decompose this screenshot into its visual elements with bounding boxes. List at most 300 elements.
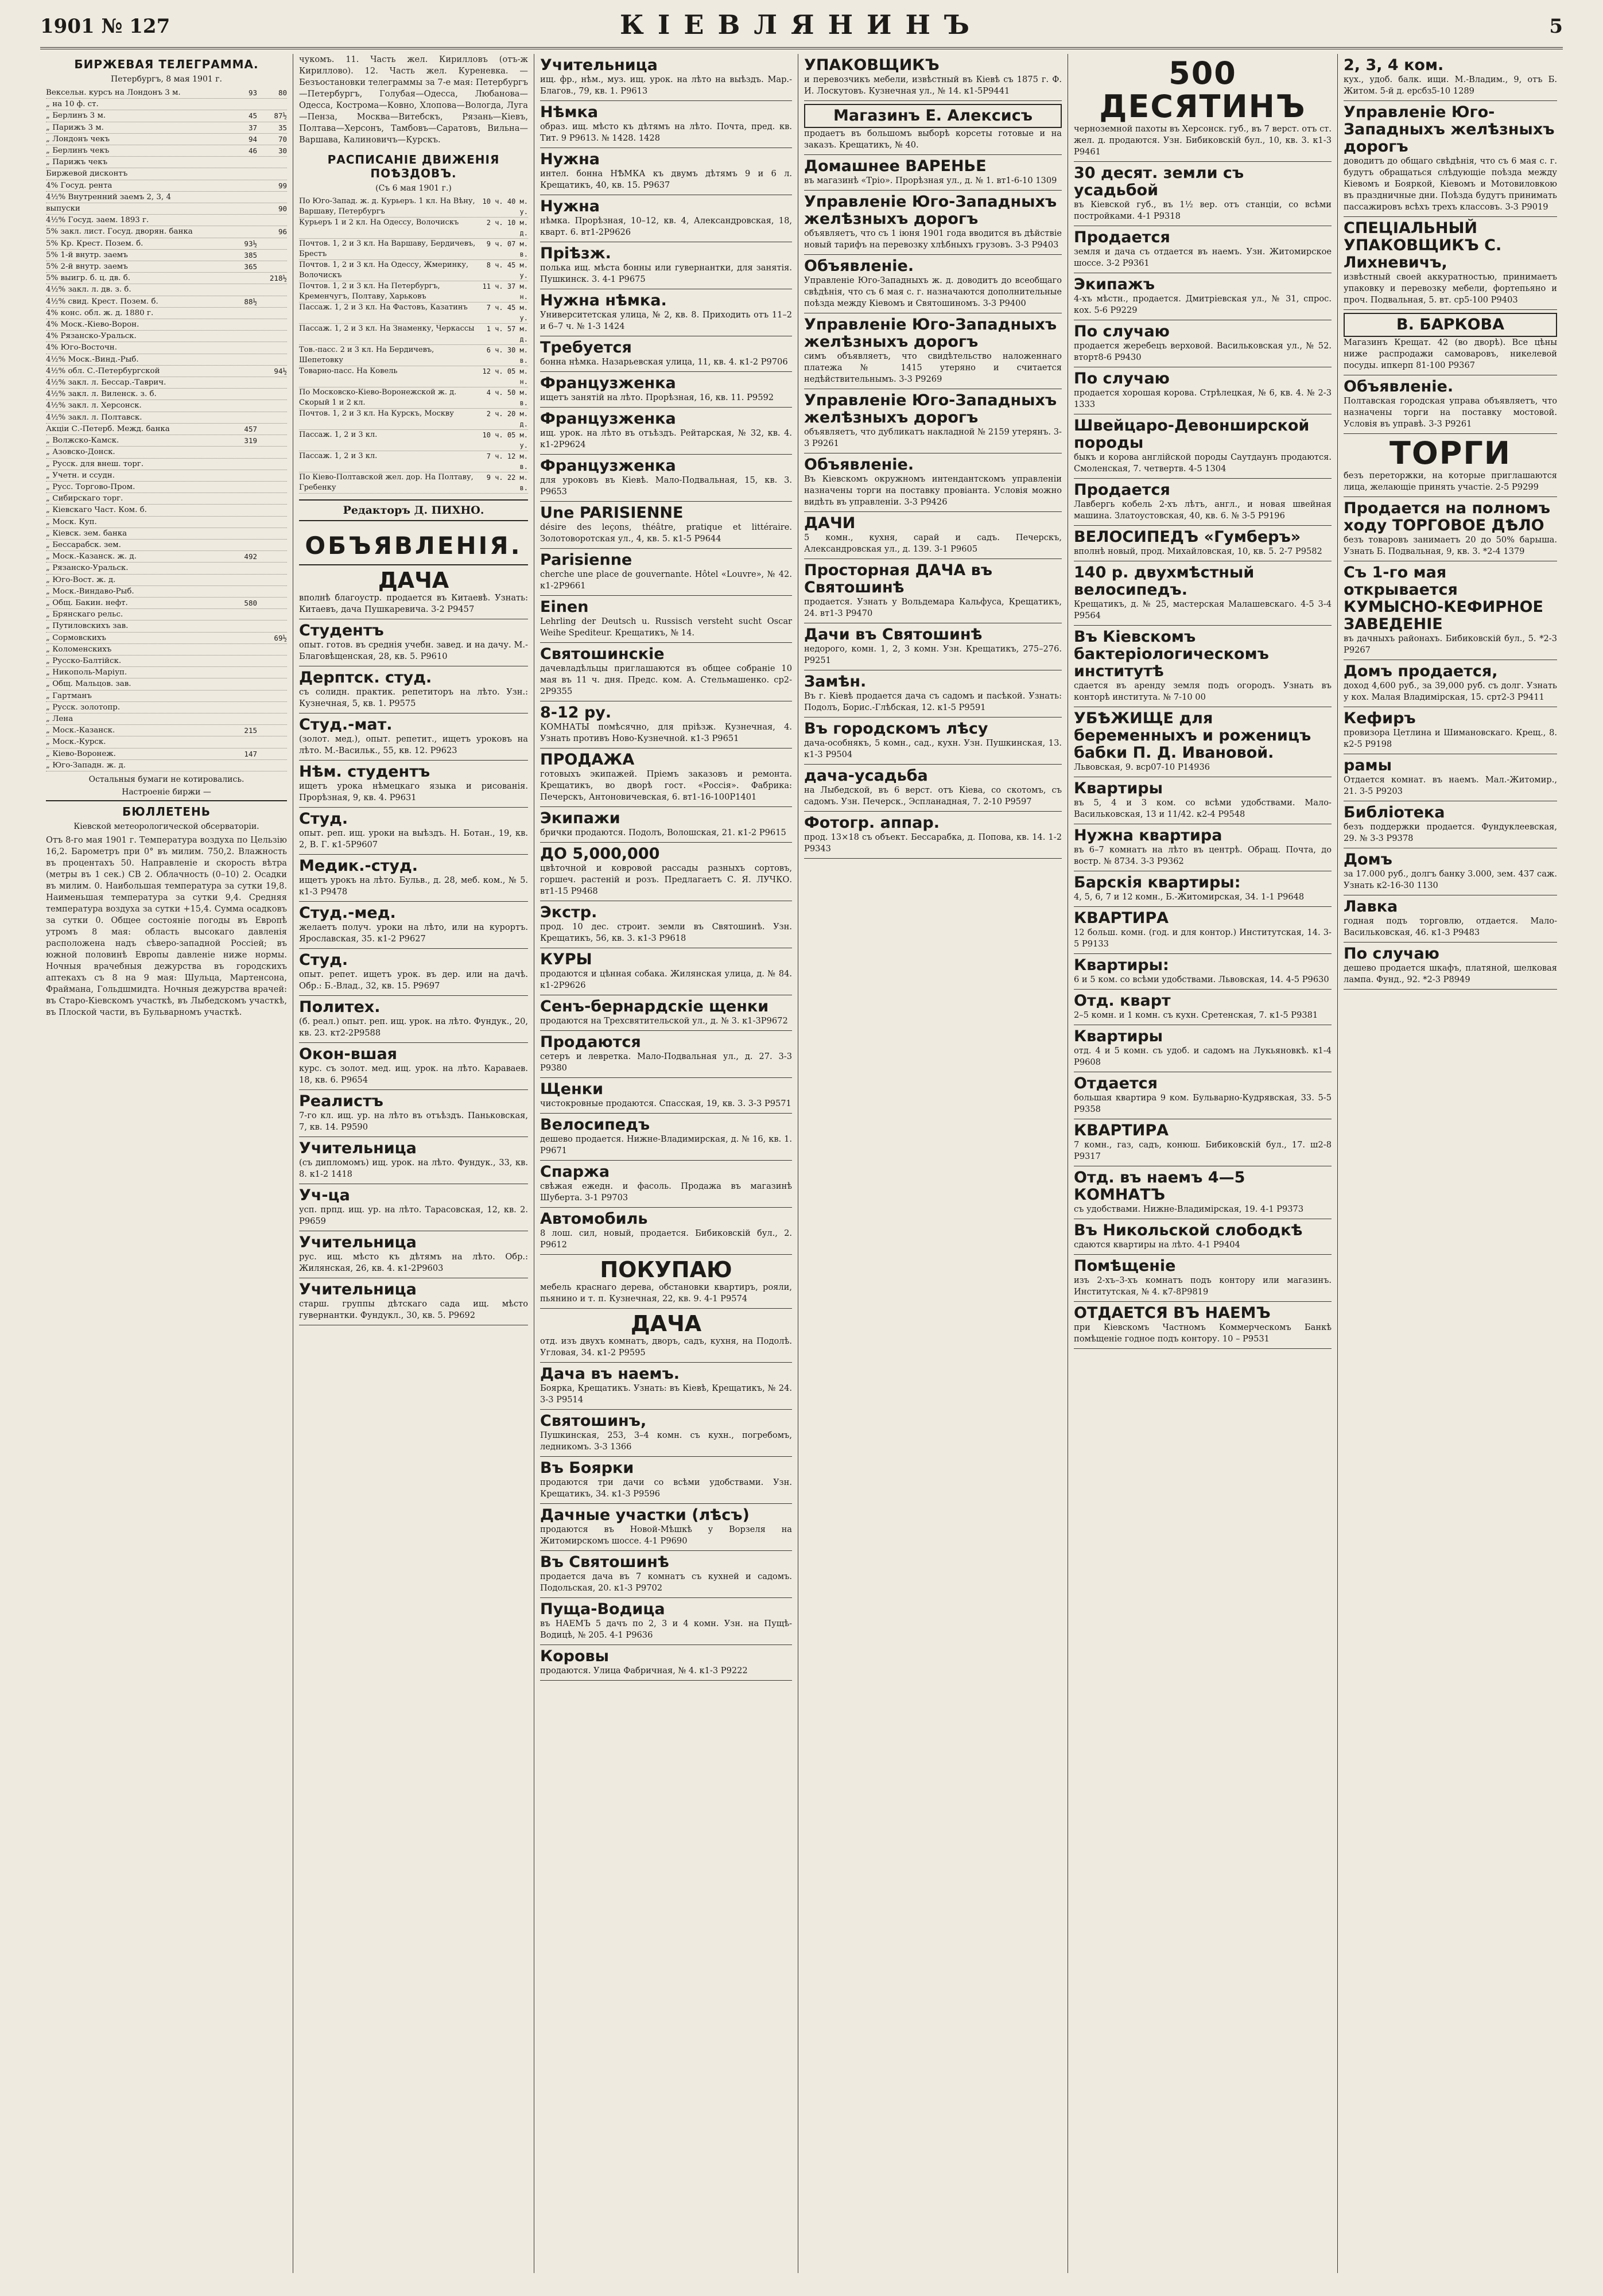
ad-headline: Коровы: [540, 1647, 609, 1665]
exchange-value: [217, 459, 257, 470]
ad-text: вполнѣ новый, прод. Михайловская, 10, кв. 5. 2-7 Р9582: [1074, 546, 1322, 556]
train-row: [299, 472, 528, 494]
exchange-value: [217, 656, 257, 666]
ad-text: въ дачныхъ районахъ. Бибиковскій бул., 5. *2-3 Р9267: [1344, 634, 1557, 655]
exchange-row: [46, 168, 287, 180]
exchange-value-2: [257, 691, 287, 701]
ad-text: 7 комн., газ, садъ, конюш. Бибиковскій бул., 17. ш2-8 Р9317: [1074, 1140, 1332, 1161]
exchange-row: [46, 238, 287, 250]
train-row: [299, 324, 528, 345]
exchange-value-2: [257, 459, 287, 470]
ad-text: недорого, комн. 1, 2, 3 комн. Узн. Крещатикъ, 275–276. Р9251: [804, 644, 1062, 665]
advertisement: [1074, 707, 1332, 777]
ad-headline: ВЕЛОСИПЕДЪ «Гумберъ»: [1074, 528, 1301, 546]
ad-text: Пушкинская, 253, 3–4 комн. съ кухн., погребомъ, ледникомъ. 3-3 1366: [540, 1430, 792, 1452]
ad-text: бонна нѣмка. Назарьевская улица, 11, кв. 4. к1-2 Р9706: [540, 357, 788, 367]
train-route: Тов.-пасс. 2 и 3 кл. На Бердичевъ, Шепетовку: [299, 346, 434, 364]
advertisement: [540, 701, 792, 748]
ad-text: прод. 10 дес. строит. земли въ Святошинѣ. Узн. Крещатикъ, 56, кв. 3. к1-3 Р9618: [540, 922, 792, 943]
exchange-value-2: [257, 551, 287, 562]
advertisement: [804, 155, 1062, 191]
train-route: По Кіево-Полтавской жел. дор. На Полтаву, Гребенку: [299, 473, 473, 492]
ad-text: большая квартира 9 ком. Бульварно-Кудрявская, 33. 5-5 Р9358: [1074, 1093, 1332, 1114]
exchange-value: [217, 400, 257, 411]
ad-text: cherche une place de gouvernante. Hôtel «Louvre», № 42. к1-2Р9661: [540, 569, 792, 591]
exchange-value-2: [257, 400, 287, 411]
exchange-value: [217, 609, 257, 620]
advertisement: [540, 1363, 792, 1410]
train-row: [299, 430, 528, 451]
ad-headline: Нужна нѣмка.: [540, 292, 667, 309]
exchange-security: „ Учетн. и ссудн.: [46, 471, 115, 480]
exchange-value-2: 90: [278, 204, 287, 214]
exchange-row: [46, 760, 287, 771]
column-ads-3: [534, 54, 798, 2273]
ad-headline: Требуется: [540, 339, 632, 356]
advertisement: [299, 1278, 528, 1325]
ad-text: сетеръ и левретка. Мало-Подвальная ул., д. 27. 3-3 Р9380: [540, 1052, 792, 1073]
ad-text: Крещатикъ, д. № 25, мастерская Малашевскаго. 4-5 3-4 Р9564: [1074, 599, 1332, 620]
exchange-security: Акціи С.-Петерб. Межд. банка: [46, 424, 170, 433]
ad-text: провизора Цетлина и Шимановскаго. Крещ., 8. к2-5 Р9198: [1344, 728, 1557, 749]
ad-headline: Дачи въ Святошинѣ: [804, 626, 983, 643]
ad-text: désire des leçons, théâtre, pratique et littéraire. Золотоворотская ул., 4, кв. 5. к1-5 Р9644: [540, 522, 792, 544]
ad-headline: Велосипедъ: [540, 1116, 650, 1134]
advertisement: [540, 1031, 792, 1078]
exchange-row: [46, 412, 287, 424]
train-route: Курьеръ 1 и 2 кл. На Одессу, Волочискъ: [299, 218, 459, 227]
exchange-value-2: 30: [278, 146, 287, 156]
exchange-security: „ Лондонъ чекъ: [46, 134, 110, 144]
train-row: [299, 281, 528, 302]
exchange-value: [217, 366, 257, 377]
exchange-value: [217, 157, 257, 168]
exchange-value-2: 70: [278, 134, 287, 144]
exchange-value: [217, 691, 257, 701]
ad-text: отд. 4 и 5 комн. съ удоб. и садомъ на Лукьяновкѣ. к1-4 Р9608: [1074, 1046, 1332, 1067]
ad-text: въ Кіевской губ., въ 1½ вер. отъ станціи, со всѣми постройками. 4-1 Р9318: [1074, 200, 1332, 221]
exchange-value: [217, 226, 257, 237]
advertisement: [1344, 660, 1557, 707]
exchange-security: „ Общ. Бакин. нефт.: [46, 598, 128, 607]
ad-text: ищетъ урокъ на лѣто. Бульв., д. 28, меб. ком., № 5. к1-3 Р9478: [299, 875, 528, 897]
exchange-row: [46, 331, 287, 342]
ad-headline: дача-усадьба: [804, 767, 928, 785]
exchange-row: [46, 87, 287, 99]
exchange-row: [46, 470, 287, 482]
ad-text: вполнѣ благоустр. продается въ Китаевѣ. Узнать: Китаевъ, дача Пушкаревича. 3-2 Р9457: [299, 593, 528, 614]
exchange-value: [217, 517, 257, 528]
exchange-value: 580: [244, 598, 257, 607]
advertisement: [804, 101, 1062, 155]
advertisement: [1344, 101, 1557, 217]
advertisement: [540, 748, 792, 807]
exchange-value: [217, 563, 257, 573]
train-row: [299, 239, 528, 260]
exchange-security: 4½% свид. Крест. Позем. б.: [46, 297, 158, 306]
exchange-value-2: [257, 736, 287, 747]
ads-list-col3: [540, 54, 792, 1681]
ad-text: продаются. Улица Фабричная, № 4. к1-3 Р9222: [540, 1666, 748, 1676]
ad-headline: 500 ДЕСЯТИНЪ: [1099, 55, 1306, 125]
exchange-value: 37: [248, 123, 257, 132]
ad-text: въ 6–7 комнатъ на лѣто въ центрѣ. Обращ. Почта, до востр. № 8734. 3-3 Р9362: [1074, 845, 1332, 866]
advertisement: [540, 901, 792, 948]
exchange-heading: БИРЖЕВАЯ ТЕЛЕГРАММА.: [74, 57, 259, 71]
train-row: [299, 409, 528, 430]
ad-headline: Учительница: [299, 1139, 417, 1157]
ad-headline: Студентъ: [299, 622, 384, 639]
ad-headline: Нужна: [540, 197, 600, 215]
exchange-security: 4½% закл. л. Полтавск.: [46, 413, 142, 422]
ads-heading: ОБЪЯВЛЕНІЯ.: [299, 527, 528, 565]
ad-headline: Экипажъ: [1074, 276, 1155, 293]
advertisement: [1074, 1119, 1332, 1166]
ad-text: брички продаются. Подолъ, Волошская, 21. к1-2 Р9615: [540, 828, 786, 837]
exchange-value: 94: [248, 134, 257, 144]
exchange-value-2: [257, 319, 287, 330]
advertisement: [540, 1161, 792, 1208]
train-time: 4 ч. 50 м. в.: [486, 389, 528, 407]
exchange-value: [217, 412, 257, 423]
advertisement: [299, 949, 528, 996]
exchange-value: [217, 99, 257, 110]
advertisement: [804, 559, 1062, 623]
ad-text: безъ товаровъ занимаетъ 20 до 50% барыша. Узнать Б. Подвальная, 9, кв. 3. *2-4 1379: [1344, 535, 1557, 556]
ad-headline: Въ городскомъ лѣсу: [804, 720, 988, 738]
advertisement: [1074, 479, 1332, 526]
exchange-row: [46, 748, 287, 760]
exchange-security: „ Сормовскихъ: [46, 633, 106, 642]
advertisement: [540, 1208, 792, 1255]
advertisement: [1074, 1025, 1332, 1072]
ad-headline: 30 десят. земли съ усадьбой: [1074, 164, 1244, 199]
ad-headline: Автомобиль: [540, 1210, 648, 1228]
ad-text: Lehrling der Deutsch u. Russisch versteht sucht Oscar Weihe Spediteur. Крещатикъ, № 14.: [540, 616, 792, 638]
ad-text: продается хорошая корова. Стрѣлецкая, № 6, кв. 4. № 2-3 1333: [1074, 388, 1332, 409]
exchange-security: 4% Госуд. рента: [46, 181, 112, 190]
ad-headline: Управленіе Юго-Западныхъ желѣзныхъ дорогъ: [804, 316, 1057, 351]
ad-headline: Въ Святошинѣ: [540, 1553, 669, 1571]
exchange-value: 46: [248, 146, 257, 156]
ad-text: интел. бонна НѢМКА къ двумъ дѣтямъ 9 и 6 л. Крещатикъ, 40, кв. 15. Р9637: [540, 169, 792, 190]
ad-text: 2–5 комн. и 1 комн. съ кухн. Сретенская, 7. к1-5 Р9381: [1074, 1010, 1318, 1020]
exchange-security: Вексельн. курсъ на Лондонъ 3 м.: [46, 88, 181, 97]
exchange-value: [217, 620, 257, 631]
exchange-security: „ Русск. золотопр.: [46, 703, 121, 712]
telegram-notes: чукомъ. 11. Часть жел. Кирилловъ (отъ-ж Кириллово). 12. Часть жел. Куреневка. — Безъостановки телеграммы за 7-е мая: Петербургъ—Петербургъ, Голубая—Одесса, Любанова—Одесса, Кострома—Ковно, Хлопова—Вологда, Луга—Пенза, Москва—Витебскъ, Рязань—Кіевъ, Полтава—Херсонъ, Тамбовъ—Саратовъ, Вильна—Варшава, Калиновичъ—Курскъ.: [299, 55, 528, 145]
train-time: 12 ч. 05 м. н.: [482, 367, 528, 386]
exchange-row: [46, 482, 287, 493]
ad-headline: Съ 1-го мая открывается КУМЫСНО-КЕФИРНОЕ ЗАВЕДЕНІЕ: [1344, 564, 1543, 633]
exchange-value-2: 80: [278, 88, 287, 97]
exchange-value-2: [257, 157, 287, 168]
exchange-row: [46, 389, 287, 400]
advertisement: [1074, 367, 1332, 414]
exchange-value-2: [257, 586, 287, 597]
advertisement: [540, 502, 792, 549]
exchange-value-2: [257, 377, 287, 388]
ad-text: дешево продается. Нижне-Владимирская, д. № 16, кв. 1. Р9671: [540, 1134, 792, 1155]
exchange-value-2: [257, 725, 287, 736]
exchange-row: [46, 633, 287, 644]
ad-text: продаются въ Новой-Мѣшкѣ у Ворзеля на Житомирскомъ шоссе. 4-1 Р9690: [540, 1525, 792, 1546]
exchange-row: [46, 261, 287, 273]
ad-text: мебель краснаго дерева, обстановки квартиръ, рояли, пьянино и т. п. Кузнечная, 22, кв. 9. 4-1 Р9574: [540, 1282, 792, 1304]
ad-headline: Студ.-мат.: [299, 716, 393, 734]
exchange-value: [217, 331, 257, 342]
advertisement: [540, 54, 792, 101]
exchange-row: [46, 192, 287, 203]
exchange-value: [217, 540, 257, 550]
train-time: 1 ч. 57 м. д.: [486, 325, 528, 343]
exchange-row: [46, 691, 287, 702]
exchange-security: „ Коломенскихъ: [46, 645, 112, 654]
ad-text: образ. ищ. мѣсто къ дѣтямъ на лѣто. Почта, пред. кв. Тит. 9 Р9613. № 1428. 1428: [540, 122, 792, 143]
exchange-value-2: [257, 667, 287, 678]
ad-text: ищ. урок. на лѣто въ отъѣздъ. Рейтарская, № 32, кв. 4. к1-2Р9624: [540, 428, 792, 449]
ad-text: Въ г. Кіевѣ продается дача съ садомъ и пасѣкой. Узнать: Подолъ, Борис.-Глѣбская, 12. к1-5 Р9591: [804, 691, 1062, 712]
exchange-value: [217, 644, 257, 655]
ad-headline: Щенки: [540, 1080, 604, 1098]
advertisement: [1074, 414, 1332, 479]
ad-headline: Реалистъ: [299, 1092, 383, 1110]
advertisement: [540, 289, 792, 336]
advertisement: [1074, 526, 1332, 561]
advertisement: [540, 1504, 792, 1551]
exchange-value: [217, 493, 257, 504]
ad-headline: Пуща-Водица: [540, 1600, 665, 1618]
ad-headline: Просторная ДАЧА въ Святошинѣ: [804, 561, 993, 596]
issue-number: 1901 № 127: [40, 15, 170, 38]
columns: [40, 54, 1563, 2273]
train-row: [299, 451, 528, 472]
exchange-value: [217, 203, 257, 214]
train-route: По Московско-Кіево-Воронежской ж. д. Скорый 1 и 2 кл.: [299, 388, 457, 407]
ad-text: ищетъ занятій на лѣто. Прорѣзная, 16, кв. 11. Р9592: [540, 393, 774, 402]
exchange-row: [46, 354, 287, 366]
ad-text: прод. 13×18 съ объект. Бессарабка, д. Попова, кв. 14. 1-2 Р9343: [804, 832, 1062, 854]
exchange-value-2: [257, 482, 287, 492]
ad-headline: Домъ: [1344, 851, 1392, 868]
exchange-row: [46, 157, 287, 168]
advertisement: [804, 670, 1062, 718]
exchange-value: [217, 192, 257, 203]
exchange-value: 492: [244, 552, 257, 561]
ad-headline: Квартиры: [1074, 1027, 1163, 1045]
exchange-value: [217, 168, 257, 179]
ad-headline: Управленіе Юго-Западныхъ желѣзныхъ дорогъ: [804, 391, 1057, 426]
advertisement: [299, 619, 528, 666]
exchange-security: 5% Кр. Крест. Позем. б.: [46, 239, 143, 248]
ad-headline: ТОРГИ: [1389, 435, 1511, 471]
exchange-row: [46, 447, 287, 458]
advertisement: [299, 713, 528, 761]
advertisement: [299, 855, 528, 902]
exchange-row: [46, 145, 287, 157]
column-ads-4: [798, 54, 1068, 2273]
exchange-value-2: [257, 702, 287, 713]
advertisement: [540, 643, 792, 701]
train-route: Пассаж. 1, 2 и 3 кл. На Знаменку, Черкассы: [299, 324, 475, 333]
exchange-security: „ Русск. для внеш. торг.: [46, 459, 144, 468]
ad-text: безъ поддержки продается. Фундуклеевская, 29. № 3-3 Р9378: [1344, 822, 1557, 843]
exchange-value: [217, 308, 257, 319]
advertisement: [1074, 777, 1332, 824]
ad-text: Боярка, Крещатикъ. Узнать: въ Кіевѣ, Крещатикъ, № 24. 3-3 Р9514: [540, 1383, 792, 1405]
ad-headline: Святошинъ,: [540, 1412, 647, 1430]
advertisement: [540, 195, 792, 242]
exchange-value: [217, 470, 257, 481]
train-route: Почтов. 1, 2 и 3 кл. На Петербургъ, Кременчугъ, Полтаву, Харьковъ: [299, 282, 440, 301]
advertisement: [299, 1184, 528, 1231]
ad-headline: ПОКУПАЮ: [600, 1257, 732, 1282]
exchange-row: [46, 215, 287, 226]
ad-text: для уроковъ въ Кіевѣ. Мало-Подвальная, 15, кв. 3. Р9653: [540, 475, 792, 497]
exchange-security: „ Кіево-Воронеж.: [46, 749, 116, 758]
advertisement: [299, 761, 528, 808]
advertisement: [540, 101, 792, 148]
exchange-security: 4½% закл. л. Виленск. з. б.: [46, 390, 157, 399]
advertisement: [1074, 162, 1332, 226]
advertisement: [804, 623, 1062, 670]
ad-headline: рамы: [1344, 757, 1392, 774]
ad-text: на Лыбедской, въ 6 верст. отъ Кіева, со скотомъ, съ садомъ. Узн. Печерск., Эспланадная, 7. 2-10 Р9597: [804, 785, 1062, 806]
advertisement: [1074, 824, 1332, 871]
advertisement: [540, 1645, 792, 1681]
exchange-value-2: [257, 238, 287, 249]
ad-headline: Управленіе Юго-Западныхъ желѣзныхъ дорогъ: [1344, 103, 1555, 156]
advertisement: [1074, 320, 1332, 367]
trains-heading: РАСПИСАНІЕ ДВИЖЕНІЯ ПОѢЗДОВЪ.: [327, 153, 500, 180]
advertisement: [1074, 871, 1332, 907]
exchange-security: 4½% закл. л. дв. з. б.: [46, 285, 131, 294]
exchange-value-2: [257, 760, 287, 771]
train-time: 10 ч. 05 м. у.: [482, 431, 528, 449]
exchange-value: [217, 528, 257, 539]
ad-text: готовыхъ экипажей. Пріемъ заказовъ и ремонта. Крещатикъ, во дворѣ гост. «Россія». Фабрика: Печерскъ, Антоновичевская, 6. вт1-16-100Р1401: [540, 769, 792, 802]
advertisement: [540, 596, 792, 643]
exchange-row: [46, 678, 287, 690]
ad-headline: Студ.-мед.: [299, 904, 396, 922]
exchange-value-2: 218½: [269, 274, 287, 283]
exchange-row: [46, 528, 287, 540]
advertisement: [804, 313, 1062, 389]
ad-text: Львовская, 9. вср07-10 Р14936: [1074, 762, 1210, 772]
exchange-value-2: [257, 644, 287, 655]
ad-text: быкъ и корова англійской породы Саутдаунъ продаются. Смоленская, 7. четвертв. 4-5 1304: [1074, 452, 1332, 474]
exchange-value-2: [257, 192, 287, 203]
exchange-security: „ Рязанско-Уральск.: [46, 564, 129, 573]
advertisement: [804, 765, 1062, 812]
exchange-security: „ Моск.-Казанск.: [46, 726, 115, 735]
ad-text: безъ переторжки, на которые приглашаются лица, желающіе принять участіе. 2-5 Р9299: [1344, 471, 1557, 492]
exchange-value-2: [257, 342, 287, 353]
ad-headline: Въ Кіевскомъ бактеріологическомъ институтѣ: [1074, 628, 1269, 680]
exchange-row: [46, 725, 287, 736]
ad-headline: Учительница: [299, 1281, 417, 1298]
ad-headline: Политех.: [299, 998, 381, 1016]
exchange-value: [217, 575, 257, 585]
ad-text: симъ объявляетъ, что свидѣтельство наложеннаго платежа № 1415 утеряно и считается недѣйствительнымъ. 3-3 Р9269: [804, 351, 1062, 384]
exchange-row: [46, 517, 287, 528]
trains-subhead: (Съ 6 мая 1901 г.): [375, 184, 452, 193]
train-time: 9 ч. 22 м. в.: [486, 474, 528, 492]
exchange-security: выпуски: [46, 204, 80, 214]
exchange-value-2: [257, 656, 287, 666]
advertisement: [540, 455, 792, 502]
exchange-row: [46, 644, 287, 656]
column-ads-5: [1068, 54, 1337, 2273]
exchange-row: [46, 284, 287, 296]
advertisement: [540, 807, 792, 843]
exchange-value: [217, 736, 257, 747]
train-time: 7 ч. 45 м. у.: [486, 304, 528, 322]
advertisement: [299, 666, 528, 713]
ad-text: Магазинъ Крещат. 42 (во дворѣ). Все цѣны ниже распродажи самоваровъ, никелевой посуды. ипкерп 81-100 Р9367: [1344, 338, 1557, 370]
exchange-value-2: 69½: [274, 633, 287, 642]
ad-headline: Лавка: [1344, 898, 1398, 916]
exchange-value-2: [257, 389, 287, 400]
exchange-row: [46, 226, 287, 238]
ad-text: (съ дипломомъ) ищ. урок. на лѣто. Фундук., 33, кв. 8. к1-2 1418: [299, 1158, 528, 1179]
exchange-security: 5% 2-й внутр. заемъ: [46, 262, 128, 272]
ad-text: въ 5, 4 и 3 ком. со всѣми удобствами. Мало-Васильковская, 13 и 11/42. к2-4 Р9548: [1074, 798, 1332, 819]
train-row: [299, 366, 528, 387]
ad-text: извѣстный своей аккуратностью, принимаетъ упаковку и перевозку мебели, фортепьяно и проч. Подвальная, 5. вт. ср5-100 Р9403: [1344, 272, 1557, 305]
ad-text: Полтавская городская управа объявляетъ, что назначены торги на поставку мостовой. Условія въ управѣ. 3-3 Р9261: [1344, 396, 1557, 429]
exchange-value: 93: [248, 88, 257, 97]
ad-text: объявляетъ, что дубликатъ накладной № 2159 утерянъ. 3-3 Р9261: [804, 427, 1062, 448]
exchange-tail-1: Остальныя бумаги не котировались.: [88, 774, 244, 784]
ad-text: съ удобствами. Нижне-Владимірская, 19. 4-1 Р9373: [1074, 1204, 1304, 1214]
exchange-value: 88½: [244, 297, 257, 306]
ads-list-col2: [299, 565, 528, 1325]
page-number: 5: [1549, 15, 1563, 38]
exchange-security: „ Парижъ чекъ: [46, 158, 108, 167]
bulletin-heading: БЮЛЛЕТЕНЬ: [46, 800, 287, 819]
exchange-security: 4½% закл. л. Херсонск.: [46, 401, 142, 410]
exchange-value-2: [257, 493, 287, 504]
exchange-row: [46, 273, 287, 284]
exchange-security: „ Волжско-Камск.: [46, 436, 119, 445]
advertisement: [299, 902, 528, 949]
exchange-row: [46, 540, 287, 551]
ad-headline: Дерптск. студ.: [299, 669, 432, 687]
train-route: Пассаж. 1, 2 и 3 кл.: [299, 452, 378, 460]
ad-text: продаются три дачи со всѣми удобствами. Узн. Крещатикъ, 34. к1-3 Р9596: [540, 1477, 792, 1499]
exchange-security: „ Моск.-Виндаво-Рыб.: [46, 587, 134, 596]
exchange-subhead: Петербургъ, 8 мая 1901 г.: [111, 75, 222, 84]
exchange-value-2: [257, 412, 287, 423]
advertisement: [1074, 907, 1332, 954]
advertisement: [1344, 497, 1557, 561]
advertisement: [540, 1078, 792, 1114]
exchange-row: [46, 180, 287, 192]
advertisement: [540, 148, 792, 195]
exchange-value: [217, 354, 257, 365]
exchange-value-2: [257, 424, 287, 435]
ad-text: ищ. фр., нѣм., муз. ищ. урок. на лѣто на выѣздъ. Мар.-Благов., 79, кв. 1. Р9613: [540, 75, 792, 96]
exchange-row: [46, 342, 287, 354]
exchange-security: „ на 10 ф. ст.: [46, 100, 99, 109]
train-row: [299, 387, 528, 409]
ad-headline: Фотогр. аппар.: [804, 814, 940, 832]
exchange-security: 4% конс. обл. ж. д. 1880 г.: [46, 308, 154, 317]
advertisement: [540, 336, 792, 372]
advertisement: [1074, 626, 1332, 707]
exchange-value: [217, 505, 257, 515]
